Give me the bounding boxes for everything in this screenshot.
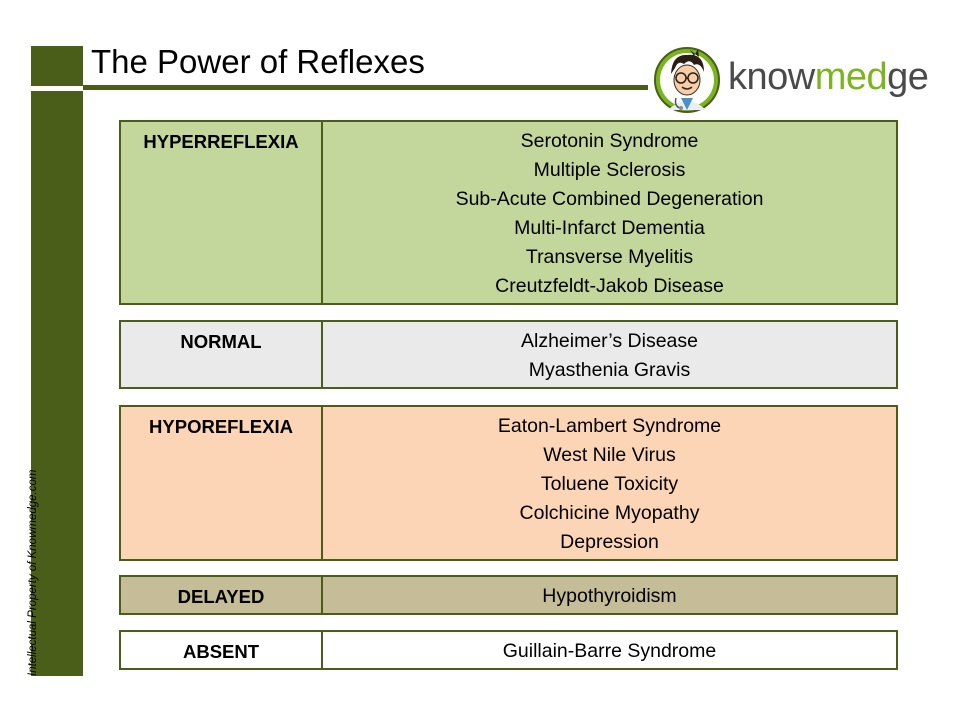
list-item: Transverse Myelitis [525, 246, 694, 268]
accent-bar-top [31, 46, 83, 86]
reflex-row-delayed [119, 575, 898, 615]
doctor-mascot-icon [654, 40, 724, 116]
row-label: HYPOREFLEXIA [121, 407, 323, 559]
condition-list [323, 122, 896, 303]
row-label: HYPERREFLEXIA [121, 122, 323, 303]
list-item: Sub-Acute Combined Degeneration [455, 188, 764, 210]
condition-list [323, 322, 896, 387]
list-item: Toluene Toxicity [540, 473, 679, 495]
list-item: Depression [560, 531, 659, 553]
list-item: Colchicine Myopathy [519, 502, 700, 524]
knowmedge-logo [654, 40, 929, 116]
condition-list [323, 632, 896, 668]
list-item: Myasthenia Gravis [528, 359, 691, 381]
slide-title: The Power of Reflexes [91, 43, 425, 80]
list-item: Guillain-Barre Syndrome [502, 640, 717, 662]
watermark-text: Intellectual Property of Knowmedge.com [27, 469, 39, 676]
logo-wordmark: knowmedge [728, 56, 929, 98]
row-label: DELAYED [121, 577, 323, 613]
title-underline [83, 85, 648, 90]
reflex-row-hyporeflexia [119, 405, 898, 561]
list-item: Multi-Infarct Dementia [514, 217, 705, 239]
list-item: Multiple Sclerosis [533, 159, 686, 181]
list-item: Creutzfeldt-Jakob Disease [495, 275, 724, 297]
row-label: NORMAL [121, 322, 323, 387]
list-item: Eaton-Lambert Syndrome [497, 415, 722, 437]
list-item: Hypothyroidism [542, 585, 677, 607]
list-item: Alzheimer’s Disease [520, 330, 698, 352]
condition-list [323, 407, 896, 559]
row-label: ABSENT [121, 632, 323, 668]
list-item: West Nile Virus [543, 444, 676, 466]
reflex-row-normal [119, 320, 898, 389]
condition-list [323, 577, 896, 613]
reflex-row-absent [119, 630, 898, 670]
reflex-row-hyperreflexia [119, 120, 898, 305]
list-item: Serotonin Syndrome [520, 130, 699, 152]
